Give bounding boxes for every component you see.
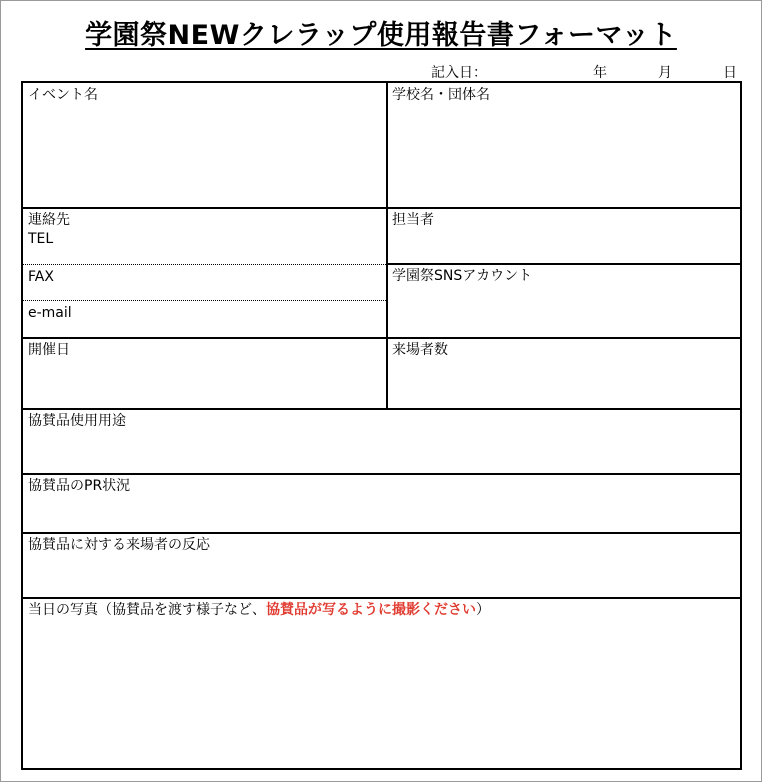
- entry-date-row: [1, 62, 763, 80]
- contact-tel-cell[interactable]: [23, 208, 386, 264]
- email-cell[interactable]: [23, 301, 386, 337]
- entry-date-day: 日: [723, 65, 737, 81]
- event-name-label: イベント名: [28, 87, 98, 103]
- sns-account-cell[interactable]: [387, 264, 740, 337]
- fax-label: FAX: [28, 269, 54, 285]
- entry-date-label: 記入日：: [431, 65, 487, 81]
- email-label: e-mail: [28, 305, 72, 321]
- person-in-charge-label: 担当者: [392, 212, 434, 228]
- photo-cell[interactable]: [23, 598, 740, 768]
- contact-label: 連絡先: [28, 212, 70, 228]
- tel-label: TEL: [28, 231, 54, 247]
- person-in-charge-cell[interactable]: [387, 208, 740, 263]
- pr-status-label: 協賛品のPR状況: [28, 478, 131, 494]
- photo-label-suffix: ）: [476, 602, 490, 618]
- visitors-cell[interactable]: [387, 338, 740, 408]
- fax-cell[interactable]: [23, 265, 386, 300]
- usage-label: 協賛品使用用途: [28, 413, 126, 429]
- school-name-cell[interactable]: [387, 83, 740, 207]
- entry-date-month: 月: [658, 65, 672, 81]
- entry-date-year: 年: [593, 65, 607, 81]
- reaction-cell[interactable]: [23, 533, 740, 597]
- usage-cell[interactable]: [23, 409, 740, 473]
- event-date-label: 開催日: [28, 342, 70, 358]
- photo-label-prefix: 当日の写真（協賛品を渡す様子など、: [28, 602, 266, 618]
- reaction-label: 協賛品に対する来場者の反応: [28, 537, 210, 553]
- school-name-label: 学校名・団体名: [392, 87, 490, 103]
- page-title: 学園祭NEWクレラップ使用報告書フォーマット: [85, 20, 677, 51]
- sns-account-label: 学園祭SNSアカウント: [392, 268, 533, 284]
- photo-label-highlight: 協賛品が写るように撮影ください: [266, 602, 476, 618]
- report-form: [21, 81, 742, 770]
- event-date-cell[interactable]: [23, 338, 386, 408]
- pr-status-cell[interactable]: [23, 474, 740, 532]
- visitors-label: 来場者数: [392, 342, 448, 358]
- event-name-cell[interactable]: [23, 83, 386, 207]
